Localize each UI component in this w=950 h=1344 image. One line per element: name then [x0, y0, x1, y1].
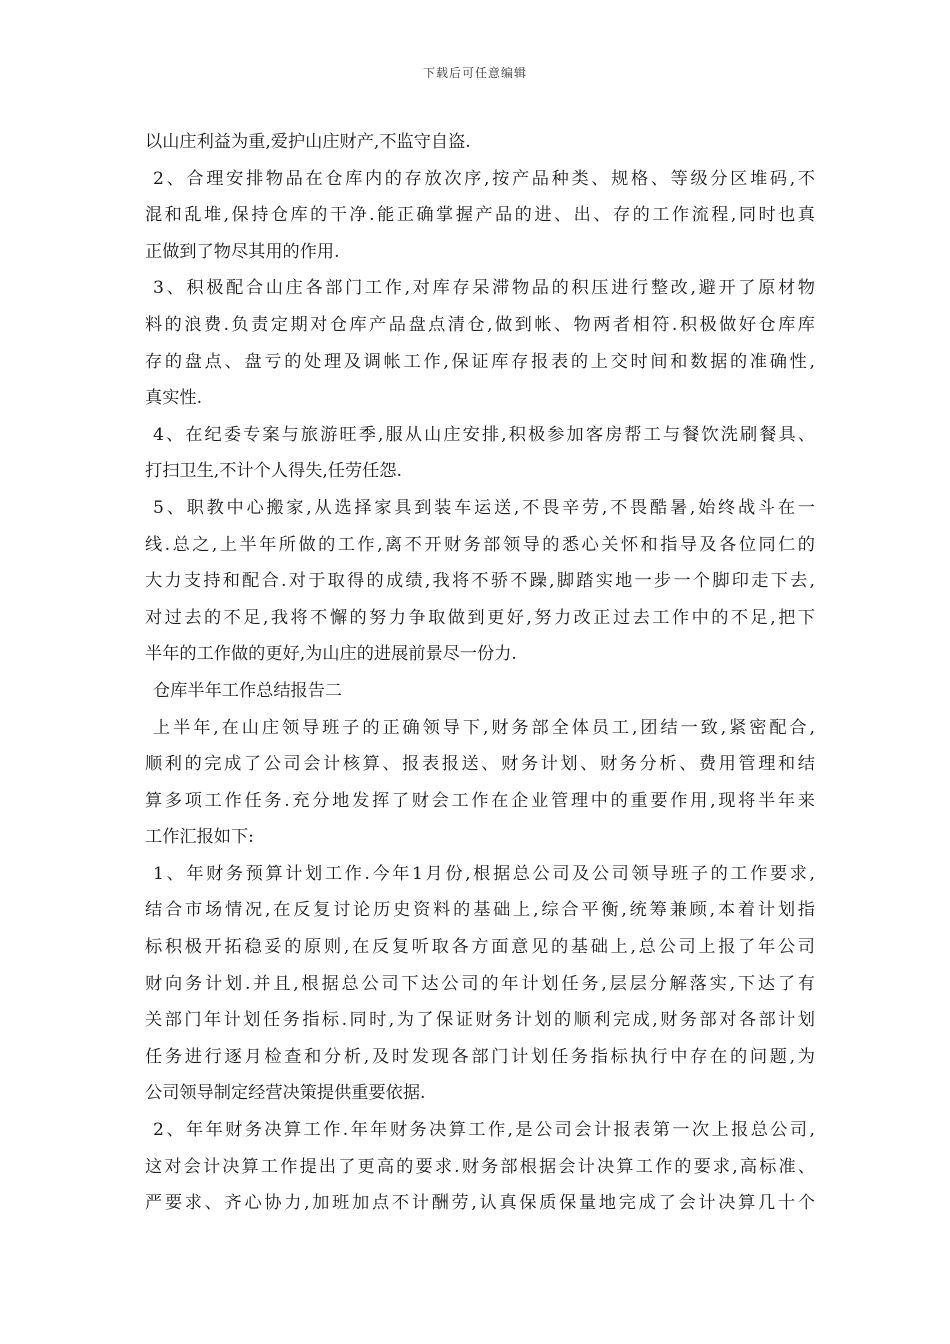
- text-line: 标积极开拓稳妥的原则,在反复听取各方面意见的基础上,总公司上报了年公司: [145, 937, 815, 958]
- section-heading: 仓库半年工作总结报告二: [153, 680, 343, 701]
- text-line: 正做到了物尽其用的作用.: [145, 241, 340, 262]
- text-line: 上半年,在山庄领导班子的正确领导下,财务部全体员工,团结一致,紧密配合,: [153, 717, 815, 738]
- document-body: [145, 124, 815, 1222]
- text-line: 大力支持和配合.对于取得的成绩,我将不骄不躁,脚踏实地一步一个脚印走下去,: [145, 571, 815, 592]
- text-line: 任务进行逐月检查和分析,及时发现各部门计划任务指标执行中存在的问题,为: [145, 1046, 815, 1067]
- text-line: 以山庄利益为重,爱护山庄财产,不监守自盗.: [145, 132, 471, 152]
- text-line: 1、年财务预算计划工作.今年1月份,根据总公司及公司领导班子的工作要求,: [153, 863, 815, 884]
- text-line: 混和乱堆,保持仓库的干净.能正确掌握产品的进、出、存的工作流程,同时也真: [145, 205, 815, 226]
- text-line: 料的浪费.负责定期对仓库产品盘点清仓,做到帐、物两者相符.积极做好仓库库: [145, 314, 815, 335]
- text-line: 公司领导制定经营决策提供重要依据.: [145, 1083, 426, 1104]
- text-line: 4、在纪委专案与旅游旺季,服从山庄安排,积极参加客房帮工与餐饮洗刷餐具、: [153, 424, 815, 445]
- text-line: 2、年年财务决算工作.年年财务决算工作,是公司会计报表第一次上报总公司,: [153, 1120, 815, 1141]
- text-line: 对过去的不足,我将不懈的努力争取做到更好,努力改正过去工作中的不足,把下: [145, 607, 815, 628]
- text-line: 2、合理安排物品在仓库内的存放次序,按产品种类、规格、等级分区堆码,不: [153, 168, 815, 189]
- text-line: 工作汇报如下:: [145, 827, 254, 848]
- text-line: 半年的工作做的更好,为山庄的进展前景尽一份力.: [145, 644, 517, 665]
- text-line: 财向务计划.并且,根据总公司下达公司的年计划任务,层层分解落实,下达了有: [145, 973, 815, 994]
- text-line: 结合市场情况,在反复讨论历史资料的基础上,综合平衡,统筹兼顾,本着计划指: [145, 900, 815, 921]
- text-line: 真实性.: [145, 388, 203, 409]
- text-line: 关部门年计划任务指标.同时,为了保证财务计划的顺利完成,财务部对各部计划: [145, 1010, 815, 1031]
- text-line: 算多项工作任务.充分地发挥了财会工作在企业管理中的重要作用,现将半年来: [145, 790, 815, 811]
- text-line: 顺利的完成了公司会计核算、报表报送、财务计划、财务分析、费用管理和结: [145, 754, 815, 775]
- text-line: 线.总之,上半年所做的工作,离不开财务部领导的悉心关怀和指导及各位同仁的: [145, 534, 815, 555]
- text-line: 5、职教中心搬家,从选择家具到装车运送,不畏辛劳,不畏酷暑,始终战斗在一: [153, 497, 815, 518]
- text-line: 打扫卫生,不计个人得失,任劳任怨.: [145, 461, 403, 482]
- text-line: 这对会计决算工作提出了更高的要求.财务部根据会计决算工作的要求,高标准、: [145, 1156, 815, 1177]
- text-line: 存的盘点、盘亏的处理及调帐工作,保证库存报表的上交时间和数据的准确性,: [145, 351, 815, 372]
- text-line: 严要求、齐心协力,加班加点不计酬劳,认真保质保量地完成了会计决算几十个: [145, 1193, 815, 1214]
- page-header: 下载后可任意编辑: [422, 66, 527, 80]
- text-line: 3、积极配合山庄各部门工作,对库存呆滞物品的积压进行整改,避开了原材物: [153, 278, 815, 299]
